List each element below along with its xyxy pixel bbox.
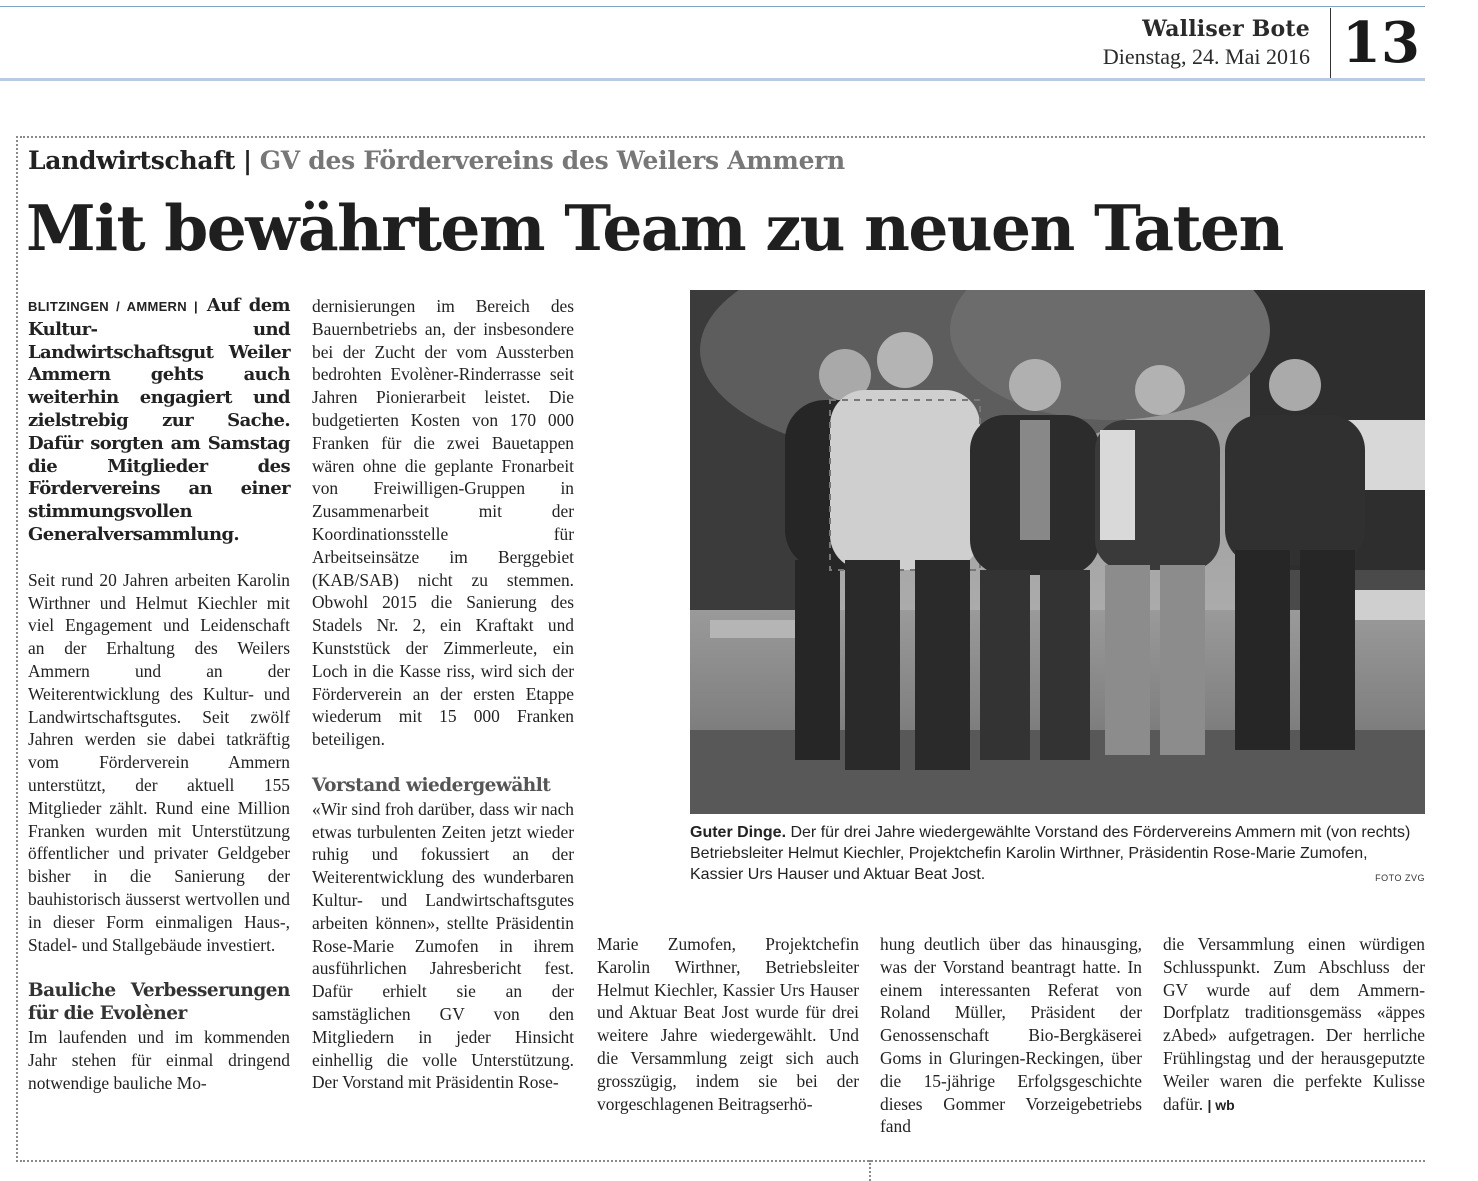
subheading-bauliche: Bauliche Verbesserungen für die Evolèner bbox=[28, 980, 290, 1025]
footer-dotted-tick bbox=[869, 1160, 871, 1181]
body-paragraph: Im laufenden und im kommenden Jahr stehen für einmal dringend notwendige bauliche Mo- bbox=[28, 1026, 290, 1093]
column-5 bbox=[1163, 933, 1425, 1116]
dateline: BLITZINGEN / AMMERN | bbox=[28, 299, 198, 314]
top-dotted-rule bbox=[20, 136, 1425, 138]
kicker-text: GV des Fördervereins des Weilers Ammern bbox=[259, 146, 845, 175]
photo-credit: FOTO ZVG bbox=[1375, 873, 1425, 883]
lead-text: Auf dem Kultur- und Landwirtschaftsgut Weiler Ammern gehts auch weiterhin engagiert und zielstrebig zur Sache. Dafür sorgten am Samstag die Mitglieder des Fördervereins an einer stimmungsvollen Generalversammlung. bbox=[28, 295, 291, 545]
article-headline: Mit bewährtem Team zu neuen Taten bbox=[26, 191, 1283, 265]
page-number: 13 bbox=[1342, 10, 1420, 76]
article-kicker bbox=[28, 146, 845, 175]
top-rule bbox=[0, 6, 1425, 7]
team-photo bbox=[690, 290, 1425, 814]
column-4 bbox=[880, 933, 1142, 1138]
publication-name: Walliser Bote bbox=[1142, 16, 1310, 42]
caption-lead: Guter Dinge. bbox=[690, 824, 787, 841]
lead-paragraph bbox=[28, 295, 290, 547]
body-paragraph bbox=[1163, 933, 1425, 1116]
closing-text: die Versammlung einen würdigen Schlusspunkt. Zum Abschluss der GV wurde auf dem Ammern-Dorfplatz traditionsgemäss «äppes zAbed» aufgetragen. Der herrliche Frühlingstag und der herausgeputzte Weiler waren die perfekte Kulisse dafür. bbox=[1163, 934, 1425, 1114]
subheading-vorstand: Vorstand wiedergewählt bbox=[312, 774, 551, 796]
body-paragraph: hung deutlich über das hinausging, was der Vorstand beantragt hatte. In einem interessanten Referat von Roland Müller, Präsident der Genossenschaft Bio-Bergkäserei Goms in Gluringen-Reckingen, über die 15-jährige Erfolgsgeschichte dieses Gommer Vorzeigebetriebs fand bbox=[880, 934, 1142, 1137]
masthead-divider bbox=[1330, 8, 1331, 78]
body-paragraph: Seit rund 20 Jahren arbeiten Karolin Wirthner und Helmut Kiechler mit viel Engagement und Leidenschaft an der Erhaltung des Weilers Ammern und an der Weiterentwicklung des Kultur- und Landwirtschaftsgutes. Seit zwölf Jahren werden sie dabei tatkräftig vom Förderverein Ammern unterstützt, der aktuell 155 Mitglieder zählt. Rund eine Million Franken wurden mit Unterstützung öffentlicher und privater Geldgeber bisher in die Sanierung der bauhistorisch äusserst wertvollen und in dieser Form einmaligen Haus-, Stadel- und Stallgebäude investiert. bbox=[28, 569, 290, 955]
body-paragraph: dernisierungen im Bereich des Bauernbetriebs an, der insbesondere bei der Zucht der vom Aussterben bedrohten Evolèner-Rinderrasse seit Jahren Pionierarbeit leistet. Die budgetierten Kosten von 170 000 Franken für die zwei Bauetappen wären ohne die geplante Fronarbeit von Freiwilligen-Gruppen in Zusammenarbeit mit der Koordinationsstelle für Arbeitseinsätze im Berggebiet (KAB/SAB) nicht zu stemmen. Obwohl 2015 die Sanierung des Stadels Nr. 2, ein Kraftakt und Kunststück der Zimmerleute, ein Loch in die Kasse riss, wird sich der Förderverein an der ersten Etappe wiederum mit 15 000 Franken beteiligen. bbox=[312, 296, 574, 750]
author-signature: | wb bbox=[1207, 1096, 1235, 1113]
kicker-separator: | bbox=[242, 146, 252, 175]
bottom-dotted-rule bbox=[20, 1160, 1425, 1162]
issue-date: Dienstag, 24. Mai 2016 bbox=[1102, 44, 1310, 69]
section-label: Landwirtschaft bbox=[28, 146, 235, 175]
masthead-rule bbox=[0, 78, 1425, 81]
column-1 bbox=[28, 295, 290, 1094]
photo-caption bbox=[690, 822, 1425, 885]
body-paragraph: Marie Zumofen, Projektchefin Karolin Wirthner, Betriebsleiter Helmut Kiechler, Kassier Urs Hauser und Aktuar Beat Jost wurde für drei weitere Jahre wiedergewählt. Und die Versammlung zeigt sich auch grosszügig, indem sie bei der vorgeschlagenen Beitragserhö- bbox=[597, 934, 859, 1114]
left-dotted-rule bbox=[16, 136, 18, 1162]
body-paragraph: «Wir sind froh darüber, dass wir nach etwas turbulenten Zeiten jetzt wieder ruhig und fokussiert an der Weiterentwicklung des wunderbaren Kultur- und Landwirtschaftsgutes arbeiten können», stellte Präsidentin Rose-Marie Zumofen in ihrem ausführlichen Jahresbericht fest. Dafür erhielt sie an der samstäglichen GV von den Mitgliedern in jeder Hinsicht einhellig die volle Unterstützung. Der Vorstand mit Präsidentin Rose- bbox=[312, 798, 574, 1093]
caption-text: Der für drei Jahre wiedergewählte Vorstand des Fördervereins Ammern mit (von rechts) Betriebsleiter Helmut Kiechler, Projektchefin Karolin Wirthner, Präsidentin Rose-Marie Zumofen, Kassier Urs Hauser und Aktuar Beat Jost. bbox=[690, 824, 1411, 883]
column-2 bbox=[312, 295, 574, 1094]
column-3 bbox=[597, 933, 859, 1115]
